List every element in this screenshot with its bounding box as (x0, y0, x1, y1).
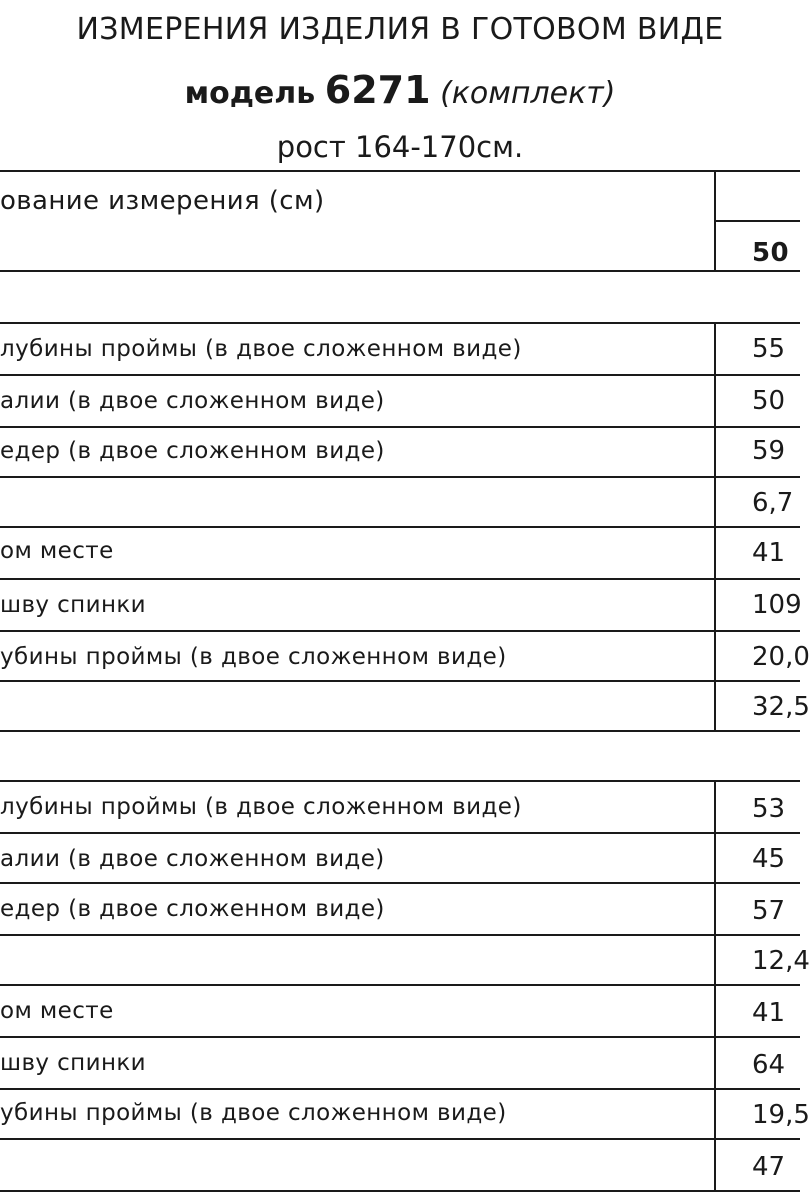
table-line (0, 934, 800, 936)
table-line (0, 374, 800, 376)
table-line (0, 426, 800, 428)
column-header: ование измерения (см) (0, 186, 325, 216)
measurement-value: 41 (752, 538, 786, 568)
measurement-name: лубины проймы (в двое сложенном виде) (0, 794, 522, 820)
table-line (0, 1088, 800, 1090)
table-line (0, 1138, 800, 1140)
measurement-name: ом месте (0, 538, 114, 564)
measurement-name: лубины проймы (в двое сложенном виде) (0, 336, 522, 362)
document-title: ИЗМЕРЕНИЯ ИЗДЕЛИЯ В ГОТОВОМ ВИДЕ (76, 12, 724, 47)
measurement-value: 45 (752, 844, 786, 874)
table-line (0, 630, 800, 632)
table-line (0, 526, 800, 528)
measurement-value: 109 (752, 590, 802, 620)
model-line (0, 68, 800, 112)
measurement-value: 41 (752, 998, 786, 1028)
table-line (0, 270, 800, 272)
model-note: (комплект) (440, 76, 616, 111)
column-divider (714, 322, 716, 732)
measurement-value: 64 (752, 1050, 786, 1080)
measurement-value: 32,5 (752, 692, 810, 722)
measurement-name: шву спинки (0, 592, 147, 618)
measurement-value: 50 (752, 386, 786, 416)
measurement-value: 57 (752, 896, 786, 926)
measurement-name: алии (в двое сложенном виде) (0, 388, 385, 414)
measurement-value: 19,5 (752, 1100, 810, 1130)
model-label: модель (184, 76, 316, 111)
measurement-name: шву спинки (0, 1050, 147, 1076)
height-range: рост 164-170см. (276, 130, 524, 164)
measurement-value: 6,7 (752, 488, 794, 518)
measurement-name: убины проймы (в двое сложенном виде) (0, 1100, 507, 1126)
size-header: 50 (752, 238, 789, 268)
table-line (0, 832, 800, 834)
measurement-name: едер (в двое сложенном виде) (0, 438, 385, 464)
table-line (0, 1190, 800, 1192)
column-divider (714, 780, 716, 1192)
table-line (714, 220, 800, 222)
measurement-value: 12,4 (752, 946, 810, 976)
table-line (0, 578, 800, 580)
measurement-value: 20,0 (752, 642, 810, 672)
table-line (0, 680, 800, 682)
table-line (0, 476, 800, 478)
measurement-value: 59 (752, 436, 786, 466)
table-line (0, 170, 800, 172)
model-number: 6271 (324, 68, 431, 112)
table-line (0, 984, 800, 986)
measurement-name: едер (в двое сложенном виде) (0, 896, 385, 922)
table-line (0, 1036, 800, 1038)
measurement-value: 55 (752, 334, 786, 364)
table-line (0, 730, 800, 732)
measurement-name: убины проймы (в двое сложенном виде) (0, 644, 507, 670)
measurement-value: 53 (752, 794, 786, 824)
table-line (0, 780, 800, 782)
table-line (0, 882, 800, 884)
measurement-name: ом месте (0, 998, 114, 1024)
table-line (0, 322, 800, 324)
measurement-name: алии (в двое сложенном виде) (0, 846, 385, 872)
measurement-value: 47 (752, 1152, 786, 1182)
